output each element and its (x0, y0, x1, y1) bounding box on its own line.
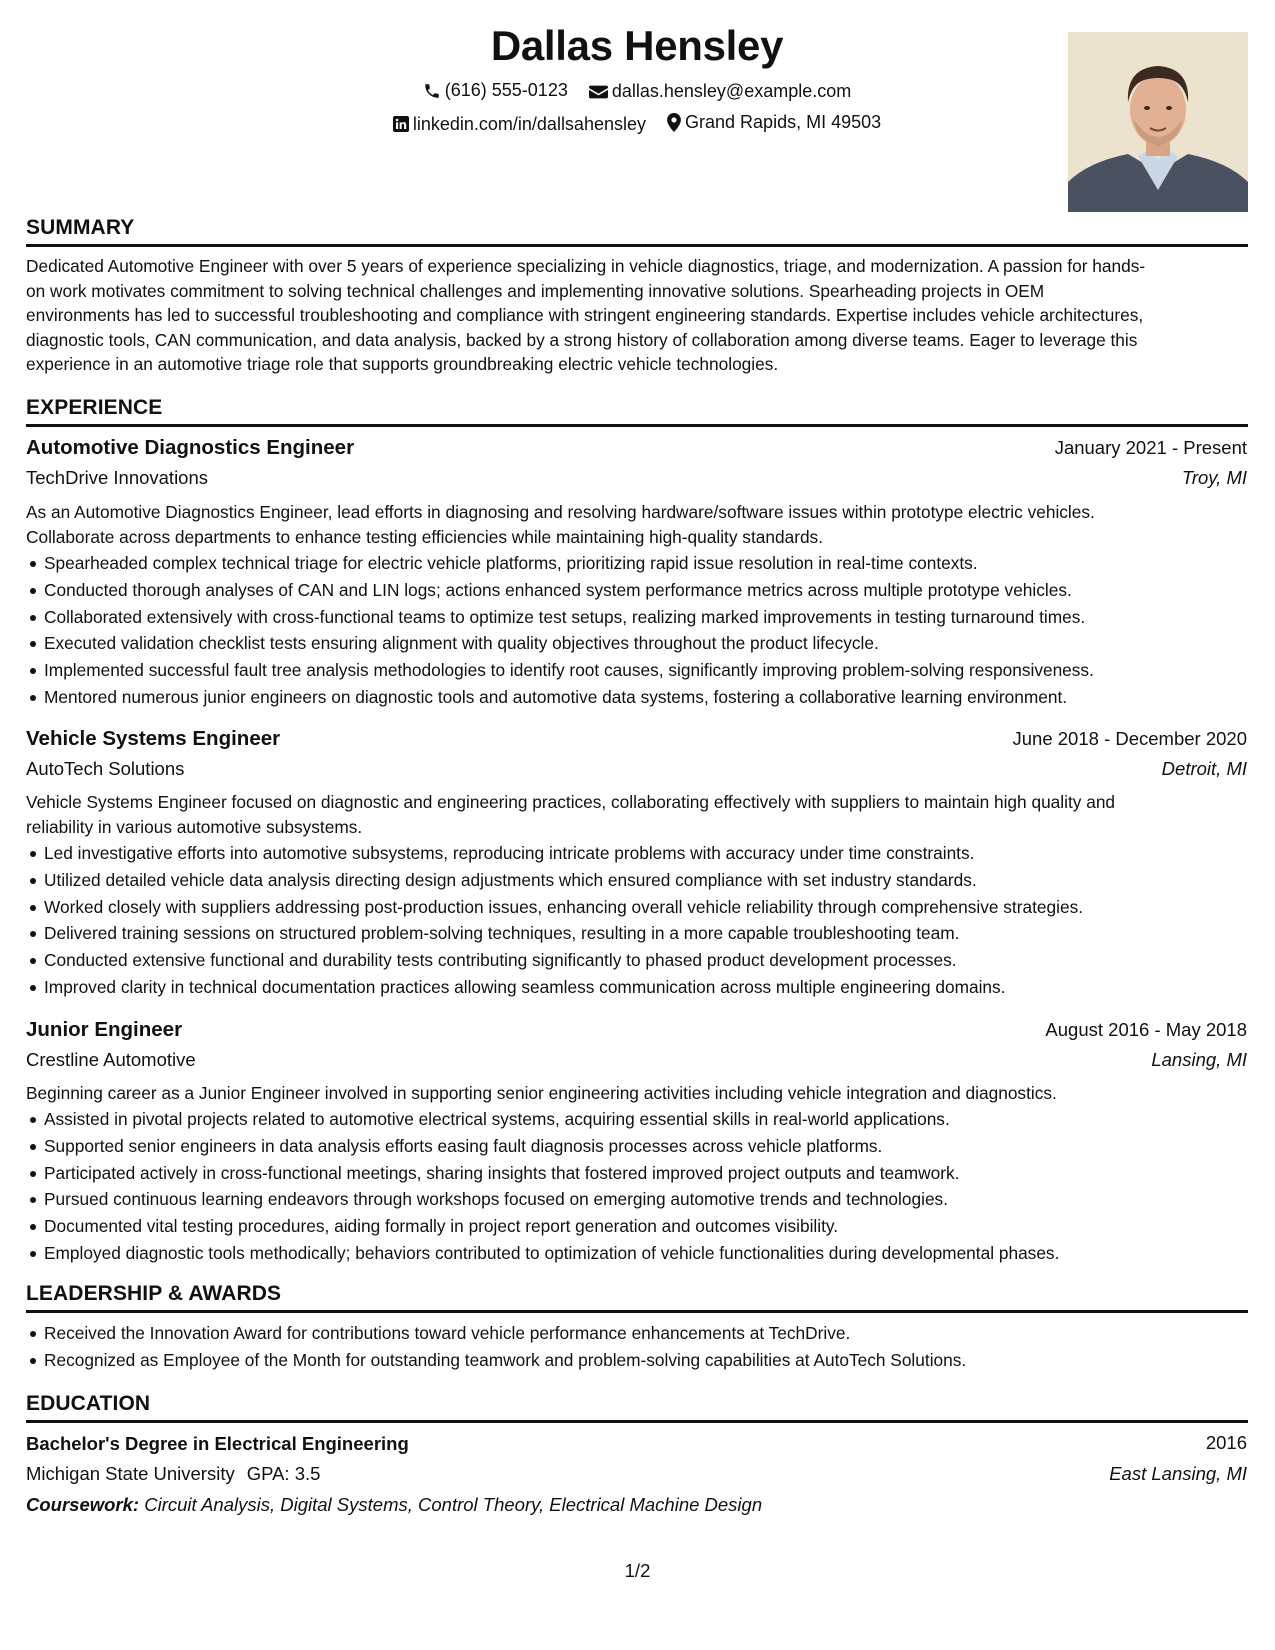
job-title: Vehicle Systems Engineer (26, 727, 281, 750)
location-text: Grand Rapids, MI 49503 (685, 112, 882, 132)
list-item: Conducted extensive functional and durability tests contributing significantly to phased product development processes. (26, 947, 1248, 974)
job-description-line: Vehicle Systems Engineer focused on diagnostic and engineering practices, collaborating effectively with suppliers to maintain high quality and (26, 792, 1116, 812)
page-number: 1/2 (624, 1560, 651, 1581)
job-company: Crestline Automotive (26, 1049, 196, 1070)
experience-heading: EXPERIENCE (26, 396, 1248, 427)
job-company: AutoTech Solutions (26, 758, 185, 779)
list-item: Conducted thorough analyses of CAN and LIN logs; actions enhanced system performance metrics across multiple prototype vehicles. (26, 577, 1248, 604)
list-item: Implemented successful fault tree analysis methodologies to identify root causes, significantly improving problem-solving responsiveness. (26, 657, 1248, 684)
list-item: Assisted in pivotal projects related to automotive electrical systems, acquiring essential skills in real-world applications. (26, 1106, 1248, 1133)
education-school (26, 1463, 320, 1485)
list-item: Collaborated extensively with cross-functional teams to optimize test setups, realizing marked improvements in testing turnaround times. (26, 604, 1248, 631)
job-description-line: Beginning career as a Junior Engineer involved in supporting senior engineering activities including vehicle integration and diagnostics. (26, 1083, 1057, 1103)
list-item: Delivered training sessions on structured problem-solving techniques, resulting in a more capable troubleshooting team. (26, 920, 1248, 947)
education-location: East Lansing, MI (1109, 1463, 1247, 1484)
linkedin-icon (393, 116, 409, 132)
summary-line: experience in an automotive triage role that supports groundbreaking electric vehicle technologies. (26, 354, 779, 374)
list-item: Improved clarity in technical documentation practices allowing seamless communication across multiple engineering domains. (26, 974, 1248, 1001)
education-heading: EDUCATION (26, 1392, 1248, 1423)
list-item: Mentored numerous junior engineers on diagnostic tools and automotive data systems, fostering a collaborative learning environment. (26, 684, 1248, 711)
job-title: Automotive Diagnostics Engineer (26, 436, 355, 459)
phone-text: (616) 555-0123 (444, 80, 568, 100)
coursework (26, 1494, 762, 1516)
list-item: Recognized as Employee of the Month for outstanding teamwork and problem-solving capabilities at AutoTech Solutions. (26, 1347, 1248, 1374)
job-title: Junior Engineer (26, 1018, 183, 1041)
job-dates: June 2018 - December 2020 (1012, 728, 1247, 749)
job-company: TechDrive Innovations (26, 467, 209, 488)
phone-contact (423, 80, 568, 101)
map-pin-icon (667, 113, 681, 132)
list-item: Executed validation checklist tests ensuring alignment with quality objectives throughout the product lifecycle. (26, 630, 1248, 657)
job-bullets (26, 1106, 1248, 1267)
email-link[interactable]: dallas.hensley@example.com (611, 81, 852, 101)
job-dates: August 2016 - May 2018 (1045, 1019, 1247, 1040)
profile-photo (1068, 32, 1248, 212)
leadership-bullets (26, 1320, 1248, 1374)
education-year: 2016 (1205, 1432, 1247, 1453)
candidate-name: Dallas Hensley (490, 22, 784, 69)
list-item: Participated actively in cross-functional meetings, sharing insights that fostered improved project outputs and teamwork. (26, 1160, 1248, 1187)
job-location: Troy, MI (1181, 467, 1247, 488)
job-description (26, 1081, 1248, 1106)
job-description-line: As an Automotive Diagnostics Engineer, lead efforts in diagnosing and resolving hardware/software issues within prototype electric vehicles. (26, 502, 1095, 522)
list-item: Led investigative efforts into automotive subsystems, reproducing intricate problems with accuracy under time constraints. (26, 840, 1248, 867)
list-item: Pursued continuous learning endeavors through workshops focused on emerging automotive trends and technologies. (26, 1186, 1248, 1213)
summary-line: diagnostic tools, CAN communication, and data analysis, backed by a strong history of collaboration among diverse teams. Eager to leverage this (26, 329, 1138, 350)
list-item: Utilized detailed vehicle data analysis directing design adjustments which ensured compliance with set industry standards. (26, 867, 1248, 894)
linkedin-link[interactable]: linkedin.com/in/dallsahensley (412, 113, 646, 134)
summary-line: on work motivates commitment to solving technical challenges and implementing innovative solutions. Spearheading projects in OEM (26, 280, 1045, 301)
leadership-heading: LEADERSHIP & AWARDS (26, 1282, 1248, 1313)
job-description (26, 790, 1248, 839)
job-description-line: reliability in various automotive subsystems. (26, 816, 363, 837)
list-item: Spearheaded complex technical triage for electric vehicle platforms, prioritizing rapid issue resolution in real-time contexts. (26, 550, 1248, 577)
job-bullets (26, 840, 1248, 1001)
job-description-line: Collaborate across departments to enhance testing efficiencies while maintaining high-quality standards. (26, 526, 823, 547)
coursework-list: Circuit Analysis, Digital Systems, Control Theory, Electrical Machine Design (144, 1494, 763, 1515)
summary-heading: SUMMARY (26, 216, 1248, 247)
list-item: Employed diagnostic tools methodically; behaviors contributed to optimization of vehicle functionalities during developmental phases. (26, 1240, 1248, 1267)
contact-line-1 (26, 80, 1248, 105)
summary-text (26, 254, 1248, 377)
linkedin-contact[interactable] (393, 114, 646, 135)
list-item: Documented vital testing procedures, aiding formally in project report generation and outcomes visibility. (26, 1213, 1248, 1240)
envelope-icon (589, 84, 608, 100)
job-location: Lansing, MI (1151, 1049, 1247, 1070)
list-item: Worked closely with suppliers addressing post-production issues, enhancing overall vehicle reliability through comprehensive strategies. (26, 894, 1248, 921)
contact-line-2 (26, 112, 1248, 137)
job-location: Detroit, MI (1161, 758, 1247, 779)
education-degree: Bachelor's Degree in Electrical Engineering (26, 1433, 409, 1454)
summary-line: environments has led to successful troubleshooting and compliance with stringent engineering standards. Expertise includes vehicle architectures, (26, 305, 1144, 325)
email-contact[interactable] (589, 81, 851, 102)
list-item: Received the Innovation Award for contributions toward vehicle performance enhancements at TechDrive. (26, 1320, 1248, 1347)
coursework-label: Coursework: (26, 1494, 140, 1515)
gpa-text: GPA: 3.5 (246, 1463, 321, 1484)
school-name: Michigan State University (26, 1463, 235, 1484)
list-item: Supported senior engineers in data analysis efforts easing fault diagnosis processes across vehicle platforms. (26, 1133, 1248, 1160)
phone-icon (423, 82, 441, 100)
summary-line: Dedicated Automotive Engineer with over 5 years of experience specializing in vehicle diagnostics, triage, and modernization. A passion for hands- (26, 256, 1146, 276)
resume-header (26, 22, 1248, 212)
job-description (26, 500, 1248, 549)
job-bullets (26, 550, 1248, 711)
job-dates: January 2021 - Present (1054, 437, 1247, 458)
location-contact (667, 112, 881, 133)
